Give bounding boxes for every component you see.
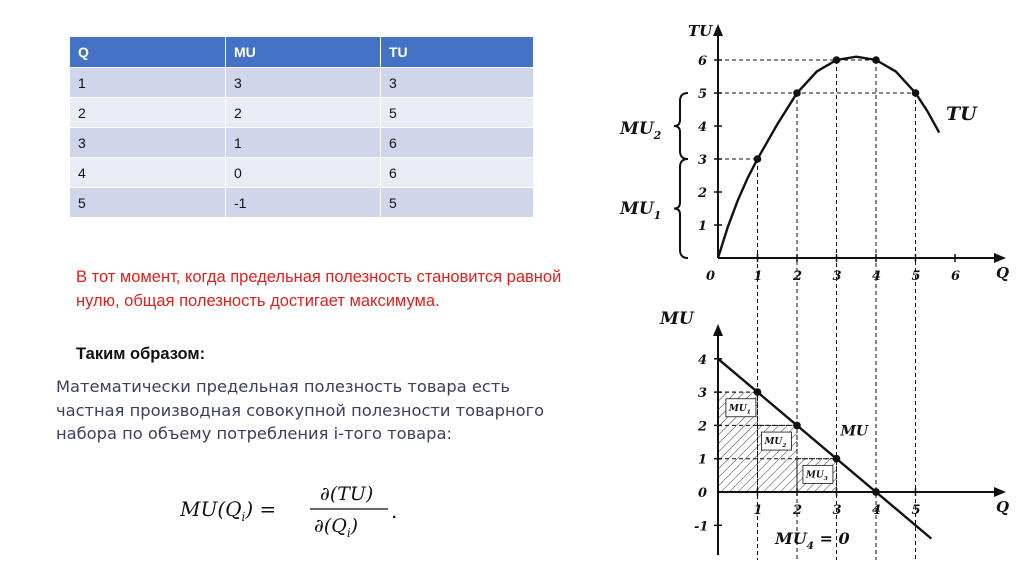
tu-x-label: Q: [996, 264, 1010, 282]
tu-x-tick-label: 0: [706, 269, 716, 284]
mu-bar-label: $MU_3$: [805, 470, 828, 483]
mu2-brace: [674, 93, 688, 159]
tu-x-tick-label: 1: [753, 269, 763, 284]
mu-point: [754, 388, 762, 396]
mu-y-tick-label: 3: [698, 386, 708, 402]
tu-y-tick-label: 4: [698, 120, 708, 135]
mu-y-arrow: [713, 324, 723, 336]
cell: 1: [226, 128, 381, 158]
tu-point: [872, 56, 880, 64]
header-tu: TU: [381, 37, 534, 68]
tu-curve-label: TU: [946, 103, 977, 125]
cell: 1: [70, 68, 226, 98]
tu-point: [793, 89, 801, 97]
mu-bar-label: $MU_2$: [764, 437, 787, 449]
table-row: [70, 188, 534, 218]
table-row: [70, 158, 534, 188]
marginal-utility-note: В тот момент, когда предельная полезность становится равной нулю, общая полезность достигает максимума.: [76, 268, 562, 310]
tu-y-label: TU: [688, 22, 713, 40]
mu-point: [872, 488, 880, 496]
table-row: [70, 128, 534, 158]
mu1-brace: [674, 159, 688, 258]
derivative-formula: [180, 478, 420, 538]
mu-x-tick-label: 2: [793, 503, 803, 518]
mu-line-label: MU: [840, 423, 869, 440]
table-row: [70, 68, 534, 98]
mu-y-label: MU: [660, 309, 694, 329]
mu1-brace-label: $MU_1$: [620, 199, 662, 223]
cell: 0: [226, 158, 381, 188]
tu-x-arrow: [994, 253, 1006, 263]
tu-y-tick-label: 5: [698, 87, 708, 102]
mu-y-tick-label: 4: [698, 352, 708, 368]
mu4-annotation: $MU_4 = 0$: [775, 529, 850, 552]
tu-y-tick-label: 3: [698, 153, 708, 168]
tu-point: [912, 89, 920, 97]
mu-x-label: Q: [996, 498, 1010, 516]
mu-x-tick-label: 4: [872, 503, 882, 518]
cell: 3: [70, 128, 226, 158]
tu-x-tick-label: 5: [911, 269, 921, 284]
cell: 3: [381, 68, 534, 98]
formula-lhs: $MU(Q_i)$ =: [180, 497, 277, 524]
math-definition: Математически предельная полезность товара есть частная производная совокупной полезности товарного набора по объему потребления i-того товара:: [56, 377, 545, 443]
mu-x-arrow: [994, 487, 1006, 497]
tu-point: [754, 155, 762, 163]
thus-heading: Таким образом:: [76, 345, 206, 363]
cell: 6: [381, 158, 534, 188]
table-row: [70, 98, 534, 128]
tu-y-arrow: [713, 24, 723, 36]
mu-point: [793, 422, 801, 430]
cell: 5: [70, 188, 226, 218]
tu-y-tick-label: 2: [698, 186, 708, 201]
tu-x-tick-label: 3: [832, 269, 842, 284]
mu-x-tick-label: 1: [753, 503, 763, 518]
cell: 2: [70, 98, 226, 128]
cell: 6: [381, 128, 534, 158]
mu-bar-label: $MU_1$: [728, 403, 751, 416]
tu-mu-charts: [600, 10, 1020, 570]
mu-y-tick-label: 2: [698, 419, 708, 435]
mu2-brace-label: $MU_2$: [620, 119, 662, 143]
formula-denominator: $\partial(Q_i)$: [314, 515, 359, 538]
cell: 4: [70, 158, 226, 188]
mu-y-tick-label: -1: [694, 519, 709, 535]
tu-curve: [718, 57, 939, 258]
header-mu: MU: [226, 37, 381, 68]
mu-x-tick-label: 3: [832, 503, 842, 518]
tu-y-tick-label: 6: [698, 54, 708, 69]
mu-x-tick-label: 5: [911, 503, 921, 518]
cell: 5: [381, 98, 534, 128]
cell: -1: [226, 188, 381, 218]
header-q: Q: [70, 37, 226, 68]
formula-numerator: ∂(TU): [320, 483, 374, 505]
mu-point: [833, 455, 841, 463]
utility-table: [70, 37, 534, 217]
mu-chart: [659, 309, 1009, 555]
tu-x-tick-label: 2: [793, 269, 803, 284]
cell: 5: [381, 188, 534, 218]
tu-point: [833, 56, 841, 64]
mu-y-tick-label: 1: [698, 452, 708, 468]
cell: 2: [226, 98, 381, 128]
cell: 3: [226, 68, 381, 98]
tu-x-tick-label: 4: [872, 269, 882, 284]
tu-y-tick-label: 1: [698, 219, 708, 234]
mu-y-tick-label: 0: [698, 486, 708, 501]
formula-period: .: [391, 499, 398, 523]
tu-x-tick-label: 6: [951, 269, 961, 284]
table-header-row: [70, 37, 534, 68]
